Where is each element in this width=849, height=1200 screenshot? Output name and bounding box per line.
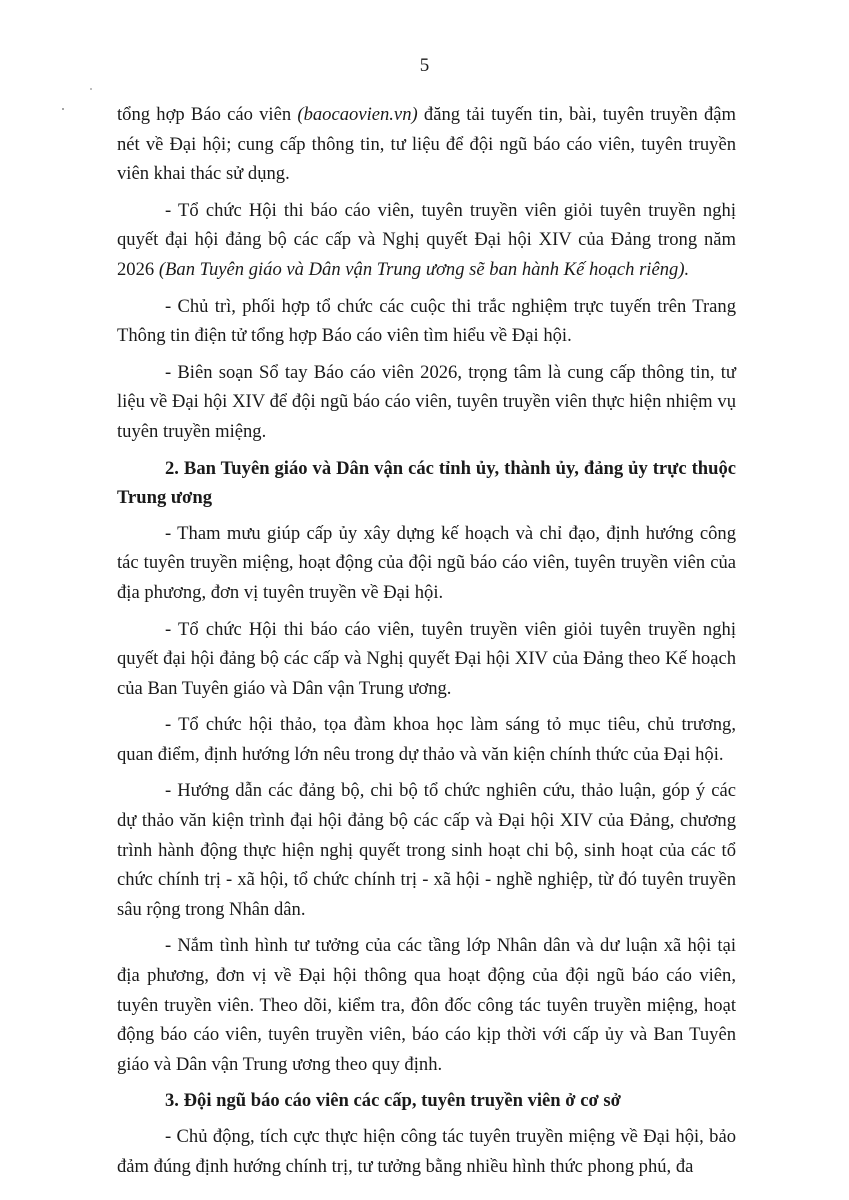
- paragraph-handbook: - Biên soạn Sổ tay Báo cáo viên 2026, trọng tâm là cung cấp thông tin, tư liệu về Đại hội XIV để đội ngũ báo cáo viên, tuyên truyền viên thực hiện nhiệm vụ tuyên truyền miệng.: [117, 361, 736, 442]
- paragraph-online-quiz: - Chủ trì, phối hợp tổ chức các cuộc thi trắc nghiệm trực tuyến trên Trang Thông tin điện tử tổng hợp Báo cáo viên tìm hiểu về Đại hội.: [117, 295, 736, 347]
- scan-speck: [90, 88, 92, 90]
- paragraph-contest-local: - Tổ chức Hội thi báo cáo viên, tuyên truyền viên giỏi tuyên truyền nghị quyết đại hội đảng bộ các cấp và Nghị quyết Đại hội XIV của Đảng theo Kế hoạch của Ban Tuyên giáo và Dân vận Trung ương.: [117, 618, 736, 699]
- website-name: (baocaovien.vn): [297, 104, 418, 125]
- scan-speck: [62, 108, 64, 110]
- italic-note: (Ban Tuyên giáo và Dân vận Trung ương sẽ ban hành Kế hoạch riêng).: [158, 258, 690, 280]
- page-number: 5: [419, 55, 430, 76]
- paragraph-contest: [117, 196, 736, 285]
- section-heading-3: 3. Đội ngũ báo cáo viên các cấp, tuyên truyền viên ở cơ sở: [165, 1090, 621, 1112]
- paragraph-advise: - Tham mưu giúp cấp ủy xây dựng kế hoạch và chỉ đạo, định hướng công tác tuyên truyền miệng, hoạt động của đội ngũ báo cáo viên, tuyên truyền viên của địa phương, đơn vị tuyên truyền về Đại hội.: [117, 522, 736, 603]
- section-heading-2: 2. Ban Tuyên giáo và Dân vận các tỉnh ủy, thành ủy, đảng ủy trực thuộc Trung ương: [117, 457, 736, 509]
- text-span: đăng tải tuyến tin, bài, tuyên truyền đậm nét về Đại hội; cung cấp thông tin, tư liệu để đội ngũ báo cáo viên, tuyên truyền viên khai thác sử dụng.: [117, 104, 736, 185]
- text-span: tổng hợp Báo cáo viên: [117, 104, 298, 125]
- paragraph-guidance: - Hướng dẫn các đảng bộ, chi bộ tổ chức nghiên cứu, thảo luận, góp ý các dự thảo văn kiện trình đại hội đảng bộ các cấp và Đại hội XIV của Đảng, chương trình hành động thực hiện nghị quyết trong sinh hoạt chi bộ, sinh hoạt của các tổ chức chính trị - xã hội, tổ chức chính trị - xã hội - nghề nghiệp, từ đó tuyên truyền sâu rộng trong Nhân dân.: [117, 780, 736, 920]
- paragraph-continuation: [117, 100, 736, 189]
- paragraph-active-propaganda: - Chủ động, tích cực thực hiện công tác tuyên truyền miệng về Đại hội, bảo đảm đúng định hướng chính trị, tư tưởng bằng nhiều hình thức phong phú, đa: [117, 1126, 736, 1177]
- text-span: - Tổ chức Hội thi báo cáo viên, tuyên truyền viên giỏi tuyên truyền nghị quyết đại hội đảng bộ các cấp và Nghị quyết Đại hội XIV của Đảng trong năm 2026: [117, 199, 736, 280]
- document-body: [117, 100, 736, 1188]
- paragraph-seminar: - Tổ chức hội thảo, tọa đàm khoa học làm sáng tỏ mục tiêu, chủ trương, quan điểm, định hướng lớn nêu trong dự thảo và văn kiện chính thức của Đại hội.: [117, 714, 736, 765]
- paragraph-monitoring: - Nắm tình hình tư tưởng của các tầng lớp Nhân dân và dư luận xã hội tại địa phương, đơn vị về Đại hội thông qua hoạt động của đội ngũ báo cáo viên, tuyên truyền viên. Theo dõi, kiểm tra, đôn đốc công tác tuyên truyền miệng, hoạt động báo cáo viên, tuyên truyền viên, báo cáo kịp thời với cấp ủy và Ban Tuyên giáo và Dân vận Trung ương theo quy định.: [117, 935, 736, 1075]
